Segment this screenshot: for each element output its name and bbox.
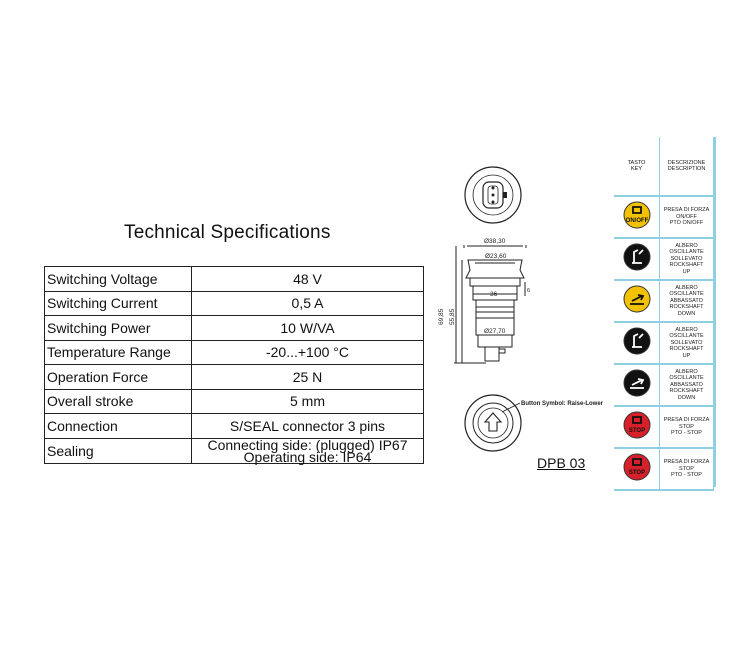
spec-value: 0,5 A: [192, 291, 424, 316]
key-table-header: [614, 137, 714, 196]
rockshaft-up-icon: [622, 242, 652, 272]
key-description: ALBERO OSCILLANTE SOLLEVATO ROCKSHAFT UP: [660, 322, 714, 364]
key-row: [614, 322, 714, 364]
button-symbol-view: [465, 395, 521, 451]
key-cell: [614, 364, 660, 406]
technical-drawing: [430, 150, 620, 480]
key-row: [614, 280, 714, 322]
arrow-up-icon: [485, 413, 501, 431]
side-view: [454, 245, 526, 363]
spec-label: Switching Power: [45, 316, 192, 341]
table-row: [45, 316, 424, 341]
key-icon-text: STOP: [628, 469, 645, 476]
key-cell: [614, 448, 660, 490]
key-cell: [614, 238, 660, 280]
key-icon-text: ON/OFF: [625, 217, 648, 224]
key-description: ALBERO OSCILLANTE SOLLEVATO ROCKSHAFT UP: [660, 238, 714, 280]
table-edge: [714, 137, 716, 487]
spec-value: S/SEAL connector 3 pins: [192, 414, 424, 439]
spec-label: Connection: [45, 414, 192, 439]
key-cell: [614, 196, 660, 238]
spec-table: [44, 266, 424, 464]
key-row: [614, 196, 714, 238]
key-cell: [614, 280, 660, 322]
key-icon-text: STOP: [628, 427, 645, 434]
key-cell: [614, 406, 660, 448]
pto-stop-icon: [622, 452, 652, 482]
header-key-text: TASTO KEY: [627, 160, 646, 172]
key-description: PRESA DI FORZA STOP PTO - STOP: [660, 406, 714, 448]
dim-thread-label: 36: [490, 291, 498, 298]
sealing-line-1: Connecting side: (plugged) IP67: [207, 436, 408, 453]
spec-value: -20...+100 °C: [192, 340, 424, 365]
spec-label: Temperature Range: [45, 340, 192, 365]
table-row: [45, 340, 424, 365]
table-row: [45, 267, 424, 292]
header-desc: [660, 137, 714, 196]
key-table: [614, 137, 714, 491]
dim-height-body-label: 55,85: [449, 308, 456, 325]
table-row: [45, 414, 424, 439]
dim-outer-label: Ø38,30: [484, 238, 506, 245]
spec-value: 10 W/VA: [192, 316, 424, 341]
key-row: [614, 238, 714, 280]
model-number: DPB 03: [537, 455, 586, 471]
spec-label: Switching Voltage: [45, 267, 192, 292]
rockshaft-down-icon: [622, 284, 652, 314]
spec-value: 5 mm: [192, 389, 424, 414]
top-view: [465, 167, 521, 223]
pto-stop-icon: [622, 410, 652, 440]
key-row: [614, 448, 714, 490]
table-row: [45, 365, 424, 390]
spec-label: Overall stroke: [45, 389, 192, 414]
pto-onoff-icon: [622, 200, 652, 230]
dim-body-label: Ø27,70: [484, 328, 506, 335]
table-row: [45, 291, 424, 316]
spec-value: 48 V: [192, 267, 424, 292]
key-cell: [614, 322, 660, 364]
key-description: PRESA DI FORZA ON/OFF PTO ON/OFF: [660, 196, 714, 238]
key-description: ALBERO OSCILLANTE ABBASSATO ROCKSHAFT DOWN: [660, 280, 714, 322]
symbol-caption: Button Symbol: Raise-Lower: [521, 401, 604, 407]
dim-inner-label: Ø23,60: [485, 253, 507, 260]
dim-small-label: 6: [527, 288, 531, 294]
key-description: ALBERO OSCILLANTE ABBASSATO ROCKSHAFT DOWN: [660, 364, 714, 406]
sealing-line-2: Operating side: IP64: [243, 448, 372, 465]
table-row: [45, 389, 424, 414]
spec-title: Technical Specifications: [124, 222, 331, 243]
spec-label: Operation Force: [45, 365, 192, 390]
key-row: [614, 364, 714, 406]
table-row: [45, 438, 424, 463]
spec-label: Switching Current: [45, 291, 192, 316]
rockshaft-up-alt-icon: [622, 326, 652, 356]
header-desc-text: DESCRIZIONE DESCRIPTION: [667, 160, 706, 172]
spec-value: [192, 438, 424, 463]
spec-label: Sealing: [45, 438, 192, 463]
key-description: PRESA DI FORZA STOP PTO - STOP: [660, 448, 714, 490]
key-row: [614, 406, 714, 448]
dim-height-total-label: 69,85: [438, 308, 445, 325]
spec-value: 25 N: [192, 365, 424, 390]
rockshaft-down-alt-icon: [622, 368, 652, 398]
header-key: [614, 137, 660, 196]
